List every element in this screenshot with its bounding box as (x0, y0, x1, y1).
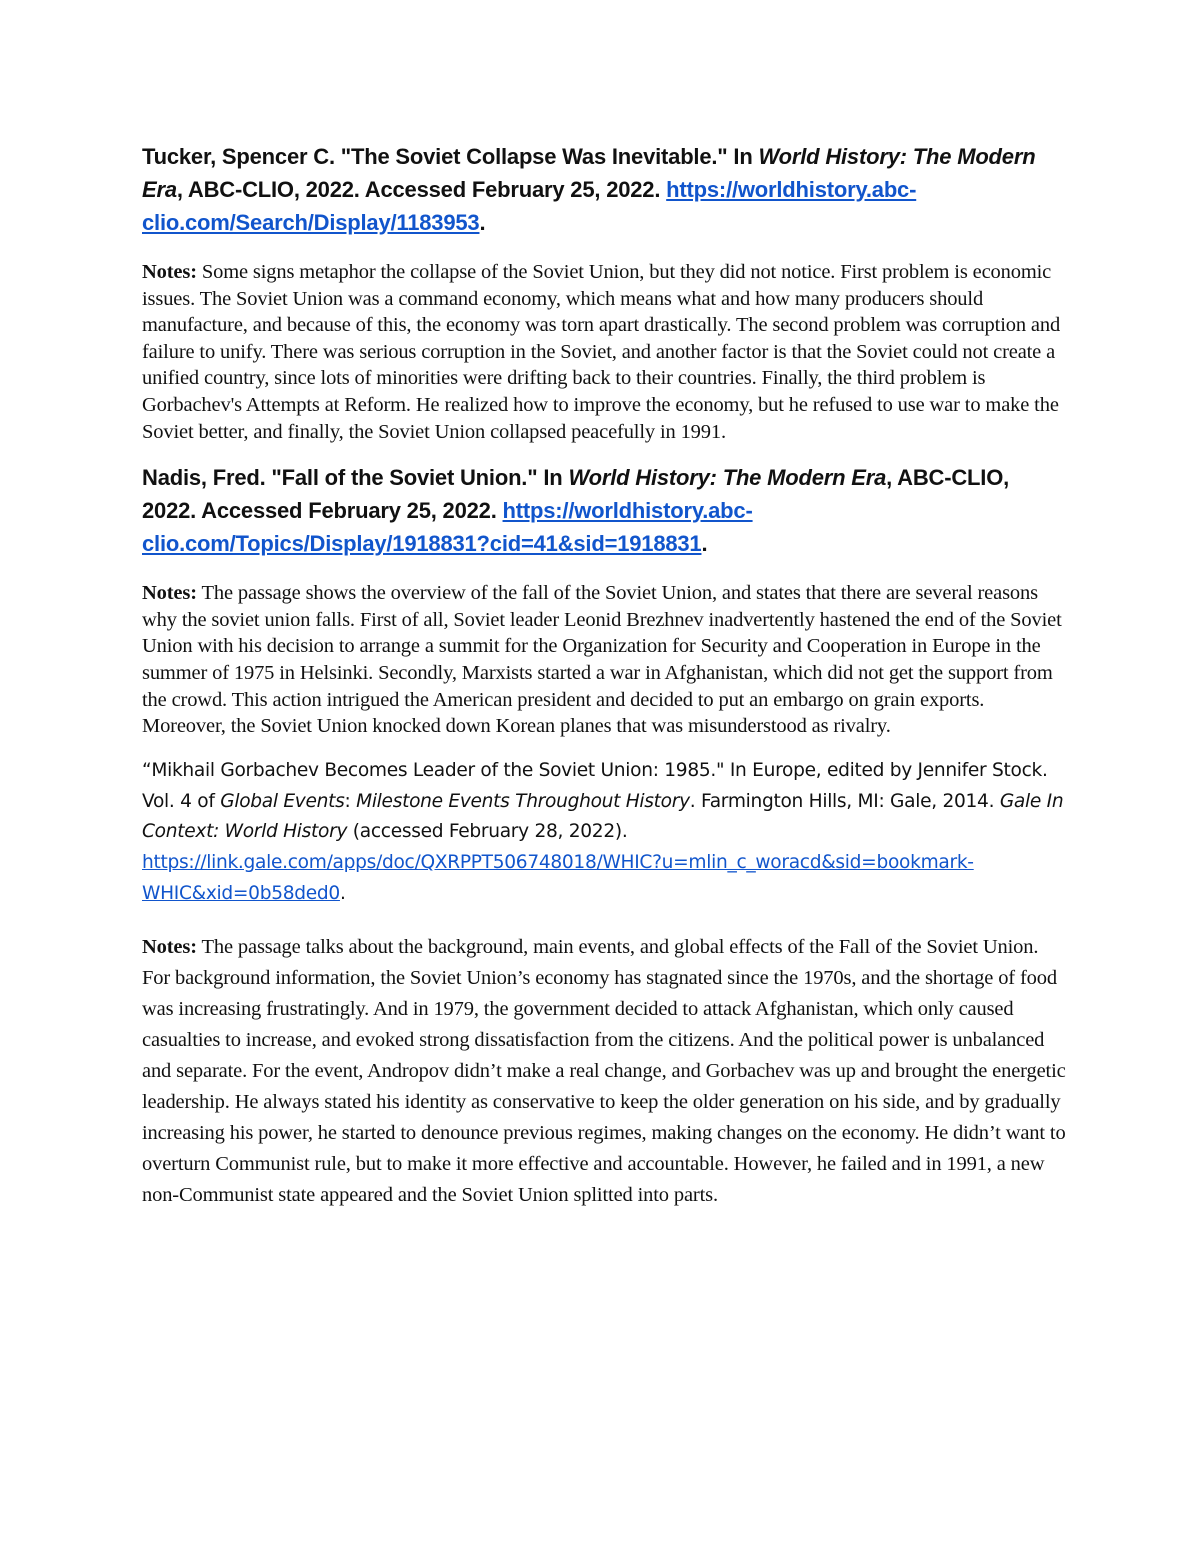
citation-gale: “Mikhail Gorbachev Becomes Leader of the Soviet Union: 1985." In Europe, edited by Jennifer Stock. Vol. 4 of Global Events: Milestone Events Throughout History. Farmington Hills, MI: Gale, 2014. Gale In Context: World History (accessed February 28, 2022). https://link.gale.com/apps/doc/QXRPPT506748018/WHIC?u=mlin_c_woracd&sid=bookmark- WHIC&xid=0b58ded0. (142, 759, 1064, 904)
citation-tucker (142, 140, 1067, 239)
citation-link[interactable]: https://link.gale.com/apps/doc/QXRPPT506748018/WHIC?u=mlin_c_woracd&sid=bookmark- WHIC&xid=0b58ded0 (142, 852, 974, 904)
citation-work-title: World History: The Modern Era (568, 465, 887, 491)
citation-author: Tucker, Spencer C. "The Soviet Collapse Was Inevitable." In (142, 144, 759, 169)
citation-publisher: , ABC-CLIO, 2022. Accessed February 25, 2022. (142, 465, 1010, 524)
notes-text: The passage shows the overview of the fall of the Soviet Union, and states that there are several reasons why the soviet union falls. First of all, Soviet leader Leonid Brezhnev inadvertently hastened the end of the Soviet Union with his decision to arrange a summit for the Organization for Security and Cooperation in Europe in the summer of 1975 in Helsinki. Secondly, Marxists started a war in Afghanistan, which did not get the support from the crowd. This action intrigued the American president and decided to put an embargo on grain exports. Moreover, the Soviet Union knocked down Korean planes that was misunderstood as rivalry. (142, 582, 1062, 738)
notes-text: Some signs metaphor the collapse of the Soviet Union, but they did not notice. First problem is economic issues. The Soviet Union was a command economy, which means what and how many producers should manufacture, and because of this, the economy was torn apart drastically. The second problem was corruption and failure to unify. There was serious corruption in the Soviet, and another factor is that the Soviet could not create a unified country, since lots of minorities were drifting back to their countries. Finally, the third problem is Gorbachev's Attempts at Reform. He realized how to improve the economy, but he refused to use war to make the Soviet better, and finally, the Soviet Union collapsed peacefully in 1991. (142, 261, 1061, 443)
notes-tucker (142, 259, 1067, 445)
citation-author: Nadis, Fred. "Fall of the Soviet Union." In (142, 465, 569, 491)
notes-nadis (142, 580, 1067, 740)
citation-nadis (142, 461, 1067, 560)
notes-gale (142, 932, 1067, 1212)
citation-publisher: , ABC-CLIO, 2022. Accessed February 25, 2022. (176, 177, 667, 202)
citation-work-title: World History: The Modern Era (142, 144, 1036, 202)
notes-label: Notes: (142, 261, 197, 283)
citation-publisher: . Farmington Hills, MI: Gale, 2014. (689, 790, 1000, 812)
notes-label: Notes: (142, 582, 197, 605)
citation-end: . (479, 210, 486, 235)
notes-text: The passage talks about the background, main events, and global effects of the Fall of the Soviet Union. For background information, the Soviet Union’s economy has stagnated since the 1970s, and the shortage of food was increasing frustratingly. And in 1979, the government decided to attack Afghanistan, which only caused casualties to increase, and evoked strong dissatisfaction from the citizens. And the political power is unbalanced and separate. For the event, Andropov didn’t make a real change, and Gorbachev was up and brought the energetic leadership. He always stated his identity as conservative to keep the older generation on his side, and by gradually increasing his power, he started to denounce previous regimes, making changes on the economy. He didn’t want to overturn Communist rule, but to make it more effective and accountable. However, he failed and in 1991, a new non-Communist state appeared and the Soviet Union splitted into parts. (142, 935, 1066, 1207)
document-page (142, 140, 1067, 1212)
citation-link[interactable]: https://worldhistory.abc- clio.com/Search/Display/1183953 (142, 177, 917, 235)
notes-label: Notes: (142, 935, 197, 958)
citation-end: . (339, 882, 346, 904)
citation-series-subtitle: Milestone Events Throughout History (356, 790, 690, 812)
citation-link[interactable]: https://worldhistory.abc- clio.com/Topics/Display/1918831?cid=41&sid=1918831 (142, 498, 753, 557)
citation-database: Gale In Context: World History (142, 790, 1064, 843)
citation-lead: “Mikhail Gorbachev Becomes Leader of the Soviet Union: 1985." In Europe, edited by Jennifer Stock. Vol. 4 of (142, 759, 1048, 812)
citation-series-title: Global Events (220, 790, 345, 812)
citation-end: . (701, 531, 708, 557)
citation-accessed: (accessed February 28, 2022). (347, 821, 628, 843)
